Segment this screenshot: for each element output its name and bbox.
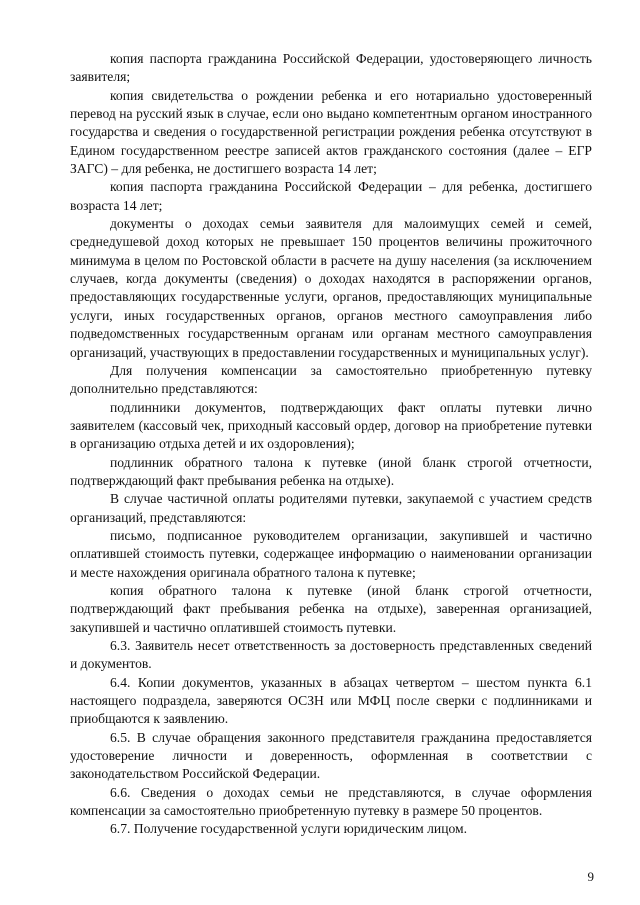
paragraph: копия свидетельства о рождении ребенка и его нотариально удостоверенный перевод на русский язык в случае, если оно выдано компетентным органом иностранного государства и сведения о государственной регистрации рождения ребенка отсутствуют в Едином государственном реестре записей актов гражданского состояния (далее – ЕГР ЗАГС) – для ребенка, не достигшего возраста 14 лет; (70, 87, 592, 177)
paragraph: 6.4. Копии документов, указанных в абзацах четвертом – шестом пункта 6.1 настоящего подраздела, заверяются ОСЗН или МФЦ после сверки с подлинниками и приобщаются к заявлению. (70, 674, 592, 727)
paragraph: 6.6. Сведения о доходах семьи не представляются, в случае оформления компенсации за самостоятельно приобретенную путевку в размере 50 процентов. (70, 784, 592, 819)
paragraph: 6.3. Заявитель несет ответственность за достоверность представленных сведений и документов. (70, 638, 592, 672)
paragraph: письмо, подписанное руководителем организации, закупившей и частично оплатившей стоимость путевки, содержащее информацию о наименовании организации и месте нахождения оригинала обратного талона к путевке; (70, 527, 592, 580)
paragraph: 6.5. В случае обращения законного представителя гражданина предоставляется удостоверение личности и доверенность, оформленная в соответствии с законодательством Российской Федерации. (70, 729, 592, 782)
page-number: 9 (587, 869, 594, 884)
paragraph: документы о доходах семьи заявителя для малоимущих семей и семей, среднедушевой доход которых не превышает 150 процентов величины прожиточного минимума в целом по Ростовской области в расчете на душу населения (за исключением случаев, когда документы (сведения) о доходах находятся в распоряжении органов, предоставляющих государственные услуги, органов, предоставляющих муниципальные услуги, иных государственных органов, органов местного самоуправления либо подведомственных государственным органам или органам местного самоуправления организаций, участвующих в предоставлении государственных и муниципальных услуг). (70, 216, 592, 360)
paragraph: копия паспорта гражданина Российской Федерации – для ребенка, достигшего возраста 14 лет; (70, 179, 592, 213)
paragraph: В случае частичной оплаты родителями путевки, закупаемой с участием средств организаций, представляются: (70, 491, 592, 525)
body-text (70, 50, 592, 839)
paragraph: Для получения компенсации за самостоятельно приобретенную путевку дополнительно представляются: (70, 362, 592, 397)
paragraph: подлинник обратного талона к путевке (иной бланк строгой отчетности, подтверждающий факт пребывания ребенка на отдыхе). (70, 454, 592, 488)
paragraph: копия обратного талона к путевке (иной бланк строгой отчетности, подтверждающий факт пребывания ребенка на отдыхе), заверенная организацией, закупившей и частично оплатившей стоимость путевки. (70, 582, 592, 635)
paragraph: подлинники документов, подтверждающих факт оплаты путевки лично заявителем (кассовый чек, приходный кассовый ордер, договор на приобретение путевки в организацию отдыха детей и их оздоровления); (70, 399, 592, 452)
paragraph: копия паспорта гражданина Российской Федерации, удостоверяющего личность заявителя; (70, 51, 592, 85)
paragraph: 6.7. Получение государственной услуги юридическим лицом. (110, 821, 468, 837)
